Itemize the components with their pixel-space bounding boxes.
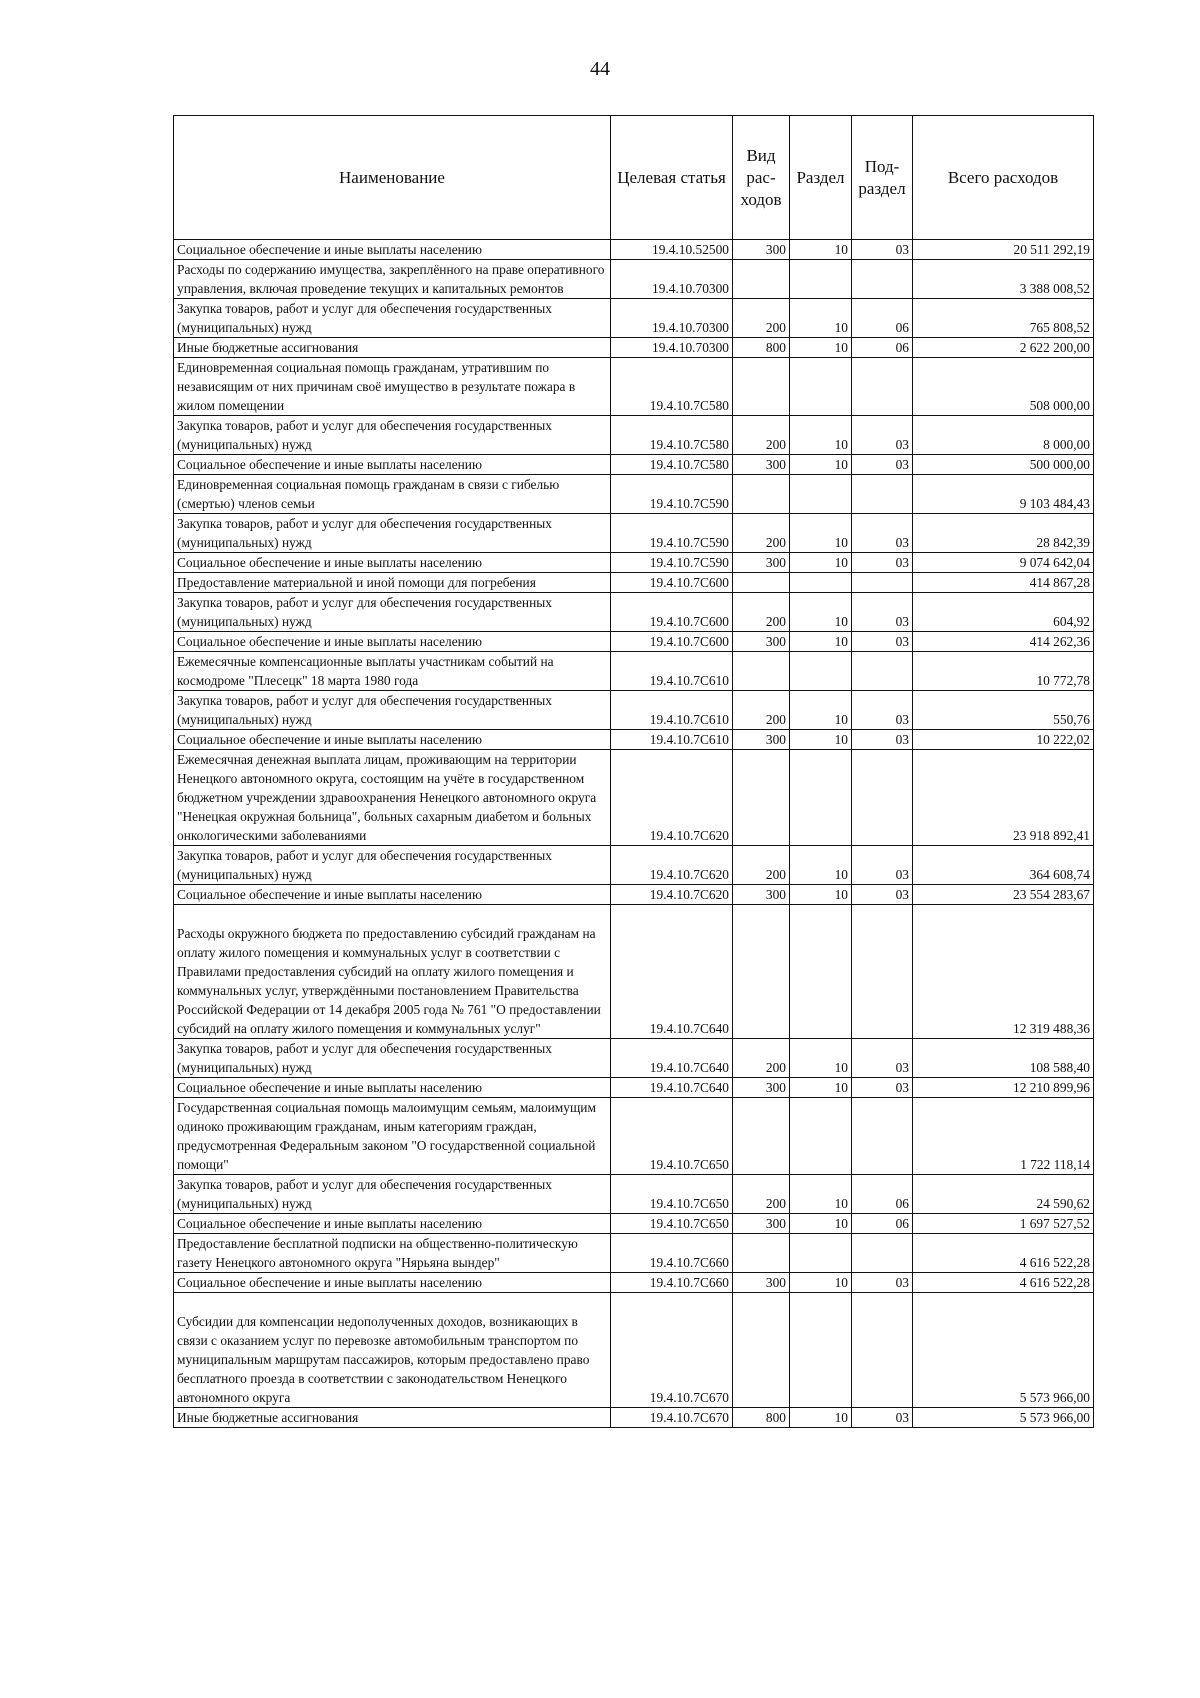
row-target-article: 19.4.10.7С590	[611, 553, 733, 573]
row-target-article: 19.4.10.7С640	[611, 905, 733, 1039]
row-expense-type: 200	[733, 514, 790, 553]
row-subsection	[852, 1293, 913, 1408]
row-section	[790, 750, 852, 846]
row-section	[790, 358, 852, 416]
row-name: Единовременная социальная помощь гражданам, утратившим по независящим от них причинам своё имущество в результате пожара в жилом помещении	[174, 358, 611, 416]
row-total: 765 808,52	[913, 299, 1094, 338]
row-target-article: 19.4.10.70300	[611, 299, 733, 338]
row-target-article: 19.4.10.7С650	[611, 1214, 733, 1234]
page-number: 44	[590, 58, 610, 80]
row-section: 10	[790, 455, 852, 475]
table-row	[174, 905, 1094, 1039]
table-row	[174, 885, 1094, 905]
row-section: 10	[790, 885, 852, 905]
row-name: Закупка товаров, работ и услуг для обеспечения государственных (муниципальных) нужд	[174, 1175, 611, 1214]
row-expense-type	[733, 358, 790, 416]
row-section	[790, 475, 852, 514]
row-total: 20 511 292,19	[913, 240, 1094, 260]
table-row	[174, 750, 1094, 846]
row-section: 10	[790, 514, 852, 553]
row-name	[174, 1293, 611, 1408]
row-total: 5 573 966,00	[913, 1408, 1094, 1428]
row-expense-type: 200	[733, 593, 790, 632]
row-subsection: 03	[852, 691, 913, 730]
row-name: Закупка товаров, работ и услуг для обеспечения государственных (муниципальных) нужд	[174, 299, 611, 338]
table-row	[174, 1293, 1094, 1408]
row-section: 10	[790, 299, 852, 338]
row-expense-type	[733, 1234, 790, 1273]
row-target-article: 19.4.10.7С600	[611, 632, 733, 652]
row-top-gap	[177, 905, 607, 924]
row-name: Единовременная социальная помощь гражданам в связи с гибелью (смертью) членов семьи	[174, 475, 611, 514]
table-row	[174, 514, 1094, 553]
table-row	[174, 240, 1094, 260]
row-section: 10	[790, 553, 852, 573]
row-subsection: 03	[852, 730, 913, 750]
row-target-article: 19.4.10.7С650	[611, 1098, 733, 1175]
row-section: 10	[790, 1273, 852, 1293]
table-row	[174, 1408, 1094, 1428]
row-target-article: 19.4.10.7С640	[611, 1039, 733, 1078]
row-section: 10	[790, 338, 852, 358]
row-total: 10 222,02	[913, 730, 1094, 750]
header-subsection	[852, 116, 913, 240]
row-expense-type: 300	[733, 632, 790, 652]
row-name: Предоставление бесплатной подписки на общественно-политическую газету Ненецкого автономного округа "Нярьяна вындер"	[174, 1234, 611, 1273]
header-subsection-text: Под-раздел	[858, 156, 906, 198]
row-expense-type: 200	[733, 416, 790, 455]
row-target-article: 19.4.10.70300	[611, 260, 733, 299]
table-body	[174, 240, 1094, 1428]
row-subsection	[852, 652, 913, 691]
row-total: 414 262,36	[913, 632, 1094, 652]
row-subsection: 03	[852, 1078, 913, 1098]
row-subsection: 03	[852, 632, 913, 652]
header-section: Раздел	[790, 116, 852, 240]
row-target-article: 19.4.10.52500	[611, 240, 733, 260]
row-subsection	[852, 1098, 913, 1175]
row-subsection: 03	[852, 514, 913, 553]
table-row	[174, 1098, 1094, 1175]
row-expense-type	[733, 652, 790, 691]
row-name: Ежемесячная денежная выплата лицам, проживающим на территории Ненецкого автономного округа, состоящим на учёте в государственном бюджетном учреждении здравоохранения Ненецкого автономного округа "Ненецкая окружная больница", больных сахарным диабетом и больных онкологическими заболеваниями	[174, 750, 611, 846]
row-total: 1 697 527,52	[913, 1214, 1094, 1234]
row-expense-type: 300	[733, 553, 790, 573]
row-section: 10	[790, 846, 852, 885]
row-total: 550,76	[913, 691, 1094, 730]
row-subsection: 03	[852, 416, 913, 455]
row-expense-type: 200	[733, 299, 790, 338]
row-section: 10	[790, 1408, 852, 1428]
row-expense-type: 300	[733, 730, 790, 750]
row-subsection: 06	[852, 1175, 913, 1214]
row-name	[174, 905, 611, 1039]
row-section	[790, 573, 852, 593]
row-subsection	[852, 750, 913, 846]
row-name: Закупка товаров, работ и услуг для обеспечения государственных (муниципальных) нужд	[174, 416, 611, 455]
row-target-article: 19.4.10.7С620	[611, 846, 733, 885]
row-subsection	[852, 475, 913, 514]
row-total: 500 000,00	[913, 455, 1094, 475]
row-name: Социальное обеспечение и иные выплаты населению	[174, 1273, 611, 1293]
row-section: 10	[790, 1078, 852, 1098]
row-subsection	[852, 573, 913, 593]
row-expense-type: 300	[733, 1078, 790, 1098]
row-subsection: 03	[852, 1273, 913, 1293]
row-name: Социальное обеспечение и иные выплаты населению	[174, 455, 611, 475]
row-target-article: 19.4.10.7С580	[611, 455, 733, 475]
row-section: 10	[790, 1039, 852, 1078]
row-target-article: 19.4.10.7С580	[611, 416, 733, 455]
row-section: 10	[790, 416, 852, 455]
row-section	[790, 652, 852, 691]
row-name: Закупка товаров, работ и услуг для обеспечения государственных (муниципальных) нужд	[174, 1039, 611, 1078]
row-expense-type: 300	[733, 240, 790, 260]
table-row	[174, 1214, 1094, 1234]
row-expense-type: 200	[733, 691, 790, 730]
table-row	[174, 652, 1094, 691]
row-expense-type: 200	[733, 846, 790, 885]
row-total: 9 103 484,43	[913, 475, 1094, 514]
row-section	[790, 1293, 852, 1408]
table-row	[174, 416, 1094, 455]
header-target-article: Целевая статья	[611, 116, 733, 240]
row-target-article: 19.4.10.7С670	[611, 1293, 733, 1408]
row-subsection: 03	[852, 1408, 913, 1428]
row-expense-type	[733, 905, 790, 1039]
row-subsection: 03	[852, 885, 913, 905]
row-section: 10	[790, 240, 852, 260]
row-name: Расходы по содержанию имущества, закреплённого на праве оперативного управления, включая проведение текущих и капитальных ремонтов	[174, 260, 611, 299]
row-target-article: 19.4.10.7С660	[611, 1234, 733, 1273]
row-total: 23 918 892,41	[913, 750, 1094, 846]
row-expense-type: 800	[733, 1408, 790, 1428]
row-expense-type	[733, 750, 790, 846]
row-name: Социальное обеспечение и иные выплаты населению	[174, 240, 611, 260]
row-target-article: 19.4.10.7С650	[611, 1175, 733, 1214]
table-row	[174, 573, 1094, 593]
table-row	[174, 475, 1094, 514]
row-target-article: 19.4.10.7С610	[611, 652, 733, 691]
table-row	[174, 358, 1094, 416]
row-subsection: 06	[852, 1214, 913, 1234]
row-section: 10	[790, 593, 852, 632]
row-total: 2 622 200,00	[913, 338, 1094, 358]
row-subsection: 06	[852, 338, 913, 358]
row-expense-type: 200	[733, 1039, 790, 1078]
row-subsection: 03	[852, 846, 913, 885]
row-target-article: 19.4.10.7С590	[611, 514, 733, 553]
row-subsection: 03	[852, 240, 913, 260]
row-total: 364 608,74	[913, 846, 1094, 885]
row-subsection	[852, 358, 913, 416]
row-target-article: 19.4.10.7С590	[611, 475, 733, 514]
table-header-row	[174, 116, 1094, 240]
row-total: 3 388 008,52	[913, 260, 1094, 299]
row-target-article: 19.4.10.70300	[611, 338, 733, 358]
row-target-article: 19.4.10.7С620	[611, 885, 733, 905]
row-total: 604,92	[913, 593, 1094, 632]
row-target-article: 19.4.10.7С580	[611, 358, 733, 416]
row-name-text: Расходы окружного бюджета по предоставлению субсидий гражданам на оплату жилого помещения и коммунальных услуг в соответствии с Правилами предоставления субсидий на оплату жилого помещения и коммунальных услуг, утверждёнными постановлением Правительства Российской Федерации от 14 декабря 2005 года № 761 "О предоставлении субсидий на оплату жилого помещения и коммунальных услуг"	[177, 926, 601, 1036]
table-row	[174, 846, 1094, 885]
table-row	[174, 1234, 1094, 1273]
row-target-article: 19.4.10.7С640	[611, 1078, 733, 1098]
row-name: Закупка товаров, работ и услуг для обеспечения государственных (муниципальных) нужд	[174, 846, 611, 885]
row-name: Социальное обеспечение и иные выплаты населению	[174, 553, 611, 573]
row-total: 508 000,00	[913, 358, 1094, 416]
row-total: 414 867,28	[913, 573, 1094, 593]
row-expense-type: 200	[733, 1175, 790, 1214]
row-name: Иные бюджетные ассигнования	[174, 338, 611, 358]
row-name: Государственная социальная помощь малоимущим семьям, малоимущим одиноко проживающим гражданам, иным категориям граждан, предусмотренная Федеральным законом "О государственной социальной помощи"	[174, 1098, 611, 1175]
row-total: 9 074 642,04	[913, 553, 1094, 573]
row-name-text: Субсидии для компенсации недополученных доходов, возникающих в связи с оказанием услуг по перевозке автомобильным транспортом по муниципальным маршрутам пассажиров, которым предоставлено право бесплатного проезда в соответствии с законодательством Ненецкого автономного округа	[177, 1314, 590, 1405]
row-target-article: 19.4.10.7С620	[611, 750, 733, 846]
table-row	[174, 691, 1094, 730]
row-section: 10	[790, 691, 852, 730]
row-target-article: 19.4.10.7С660	[611, 1273, 733, 1293]
row-total: 1 722 118,14	[913, 1098, 1094, 1175]
row-total: 10 772,78	[913, 652, 1094, 691]
row-subsection: 03	[852, 455, 913, 475]
row-section: 10	[790, 632, 852, 652]
row-subsection: 03	[852, 1039, 913, 1078]
row-name: Закупка товаров, работ и услуг для обеспечения государственных (муниципальных) нужд	[174, 593, 611, 632]
header-name: Наименование	[174, 116, 611, 240]
row-section: 10	[790, 1175, 852, 1214]
row-name: Социальное обеспечение и иные выплаты населению	[174, 632, 611, 652]
row-section	[790, 1234, 852, 1273]
row-expense-type	[733, 1098, 790, 1175]
row-target-article: 19.4.10.7С670	[611, 1408, 733, 1428]
row-total: 28 842,39	[913, 514, 1094, 553]
row-expense-type	[733, 260, 790, 299]
header-total: Всего расходов	[913, 116, 1094, 240]
row-section: 10	[790, 730, 852, 750]
row-total: 5 573 966,00	[913, 1293, 1094, 1408]
row-subsection	[852, 260, 913, 299]
budget-table	[173, 115, 1094, 1428]
row-name: Ежемесячные компенсационные выплаты участникам событий на космодроме "Плесецк" 18 марта 1980 года	[174, 652, 611, 691]
row-section	[790, 905, 852, 1039]
row-total: 4 616 522,28	[913, 1273, 1094, 1293]
row-target-article: 19.4.10.7С610	[611, 730, 733, 750]
row-target-article: 19.4.10.7С600	[611, 573, 733, 593]
table-row	[174, 593, 1094, 632]
table-row	[174, 632, 1094, 652]
row-expense-type: 300	[733, 1273, 790, 1293]
table-row	[174, 455, 1094, 475]
row-subsection	[852, 905, 913, 1039]
row-expense-type	[733, 1293, 790, 1408]
row-total: 24 590,62	[913, 1175, 1094, 1214]
row-expense-type: 300	[733, 885, 790, 905]
row-expense-type: 300	[733, 1214, 790, 1234]
row-subsection: 06	[852, 299, 913, 338]
row-name: Закупка товаров, работ и услуг для обеспечения государственных (муниципальных) нужд	[174, 514, 611, 553]
row-expense-type: 800	[733, 338, 790, 358]
row-name: Социальное обеспечение и иные выплаты населению	[174, 1078, 611, 1098]
table-row	[174, 260, 1094, 299]
table-row	[174, 1273, 1094, 1293]
row-total: 23 554 283,67	[913, 885, 1094, 905]
row-target-article: 19.4.10.7С600	[611, 593, 733, 632]
row-total: 12 210 899,96	[913, 1078, 1094, 1098]
row-section	[790, 1098, 852, 1175]
row-name: Иные бюджетные ассигнования	[174, 1408, 611, 1428]
row-name: Социальное обеспечение и иные выплаты населению	[174, 885, 611, 905]
row-name: Социальное обеспечение и иные выплаты населению	[174, 730, 611, 750]
row-name: Предоставление материальной и иной помощи для погребения	[174, 573, 611, 593]
row-subsection: 03	[852, 593, 913, 632]
row-section: 10	[790, 1214, 852, 1234]
table-row	[174, 1039, 1094, 1078]
row-total: 8 000,00	[913, 416, 1094, 455]
table-row	[174, 299, 1094, 338]
table-row	[174, 553, 1094, 573]
row-expense-type: 300	[733, 455, 790, 475]
header-expense-type-text: Вид рас-ходов	[740, 145, 782, 209]
header-expense-type	[733, 116, 790, 240]
row-subsection: 03	[852, 553, 913, 573]
row-target-article: 19.4.10.7С610	[611, 691, 733, 730]
row-total: 108 588,40	[913, 1039, 1094, 1078]
row-name: Социальное обеспечение и иные выплаты населению	[174, 1214, 611, 1234]
table-row	[174, 338, 1094, 358]
row-top-gap	[177, 1293, 607, 1312]
row-name: Закупка товаров, работ и услуг для обеспечения государственных (муниципальных) нужд	[174, 691, 611, 730]
table-row	[174, 1175, 1094, 1214]
row-total: 4 616 522,28	[913, 1234, 1094, 1273]
table-row	[174, 1078, 1094, 1098]
row-expense-type	[733, 475, 790, 514]
row-section	[790, 260, 852, 299]
table-row	[174, 730, 1094, 750]
row-total: 12 319 488,36	[913, 905, 1094, 1039]
row-expense-type	[733, 573, 790, 593]
row-subsection	[852, 1234, 913, 1273]
